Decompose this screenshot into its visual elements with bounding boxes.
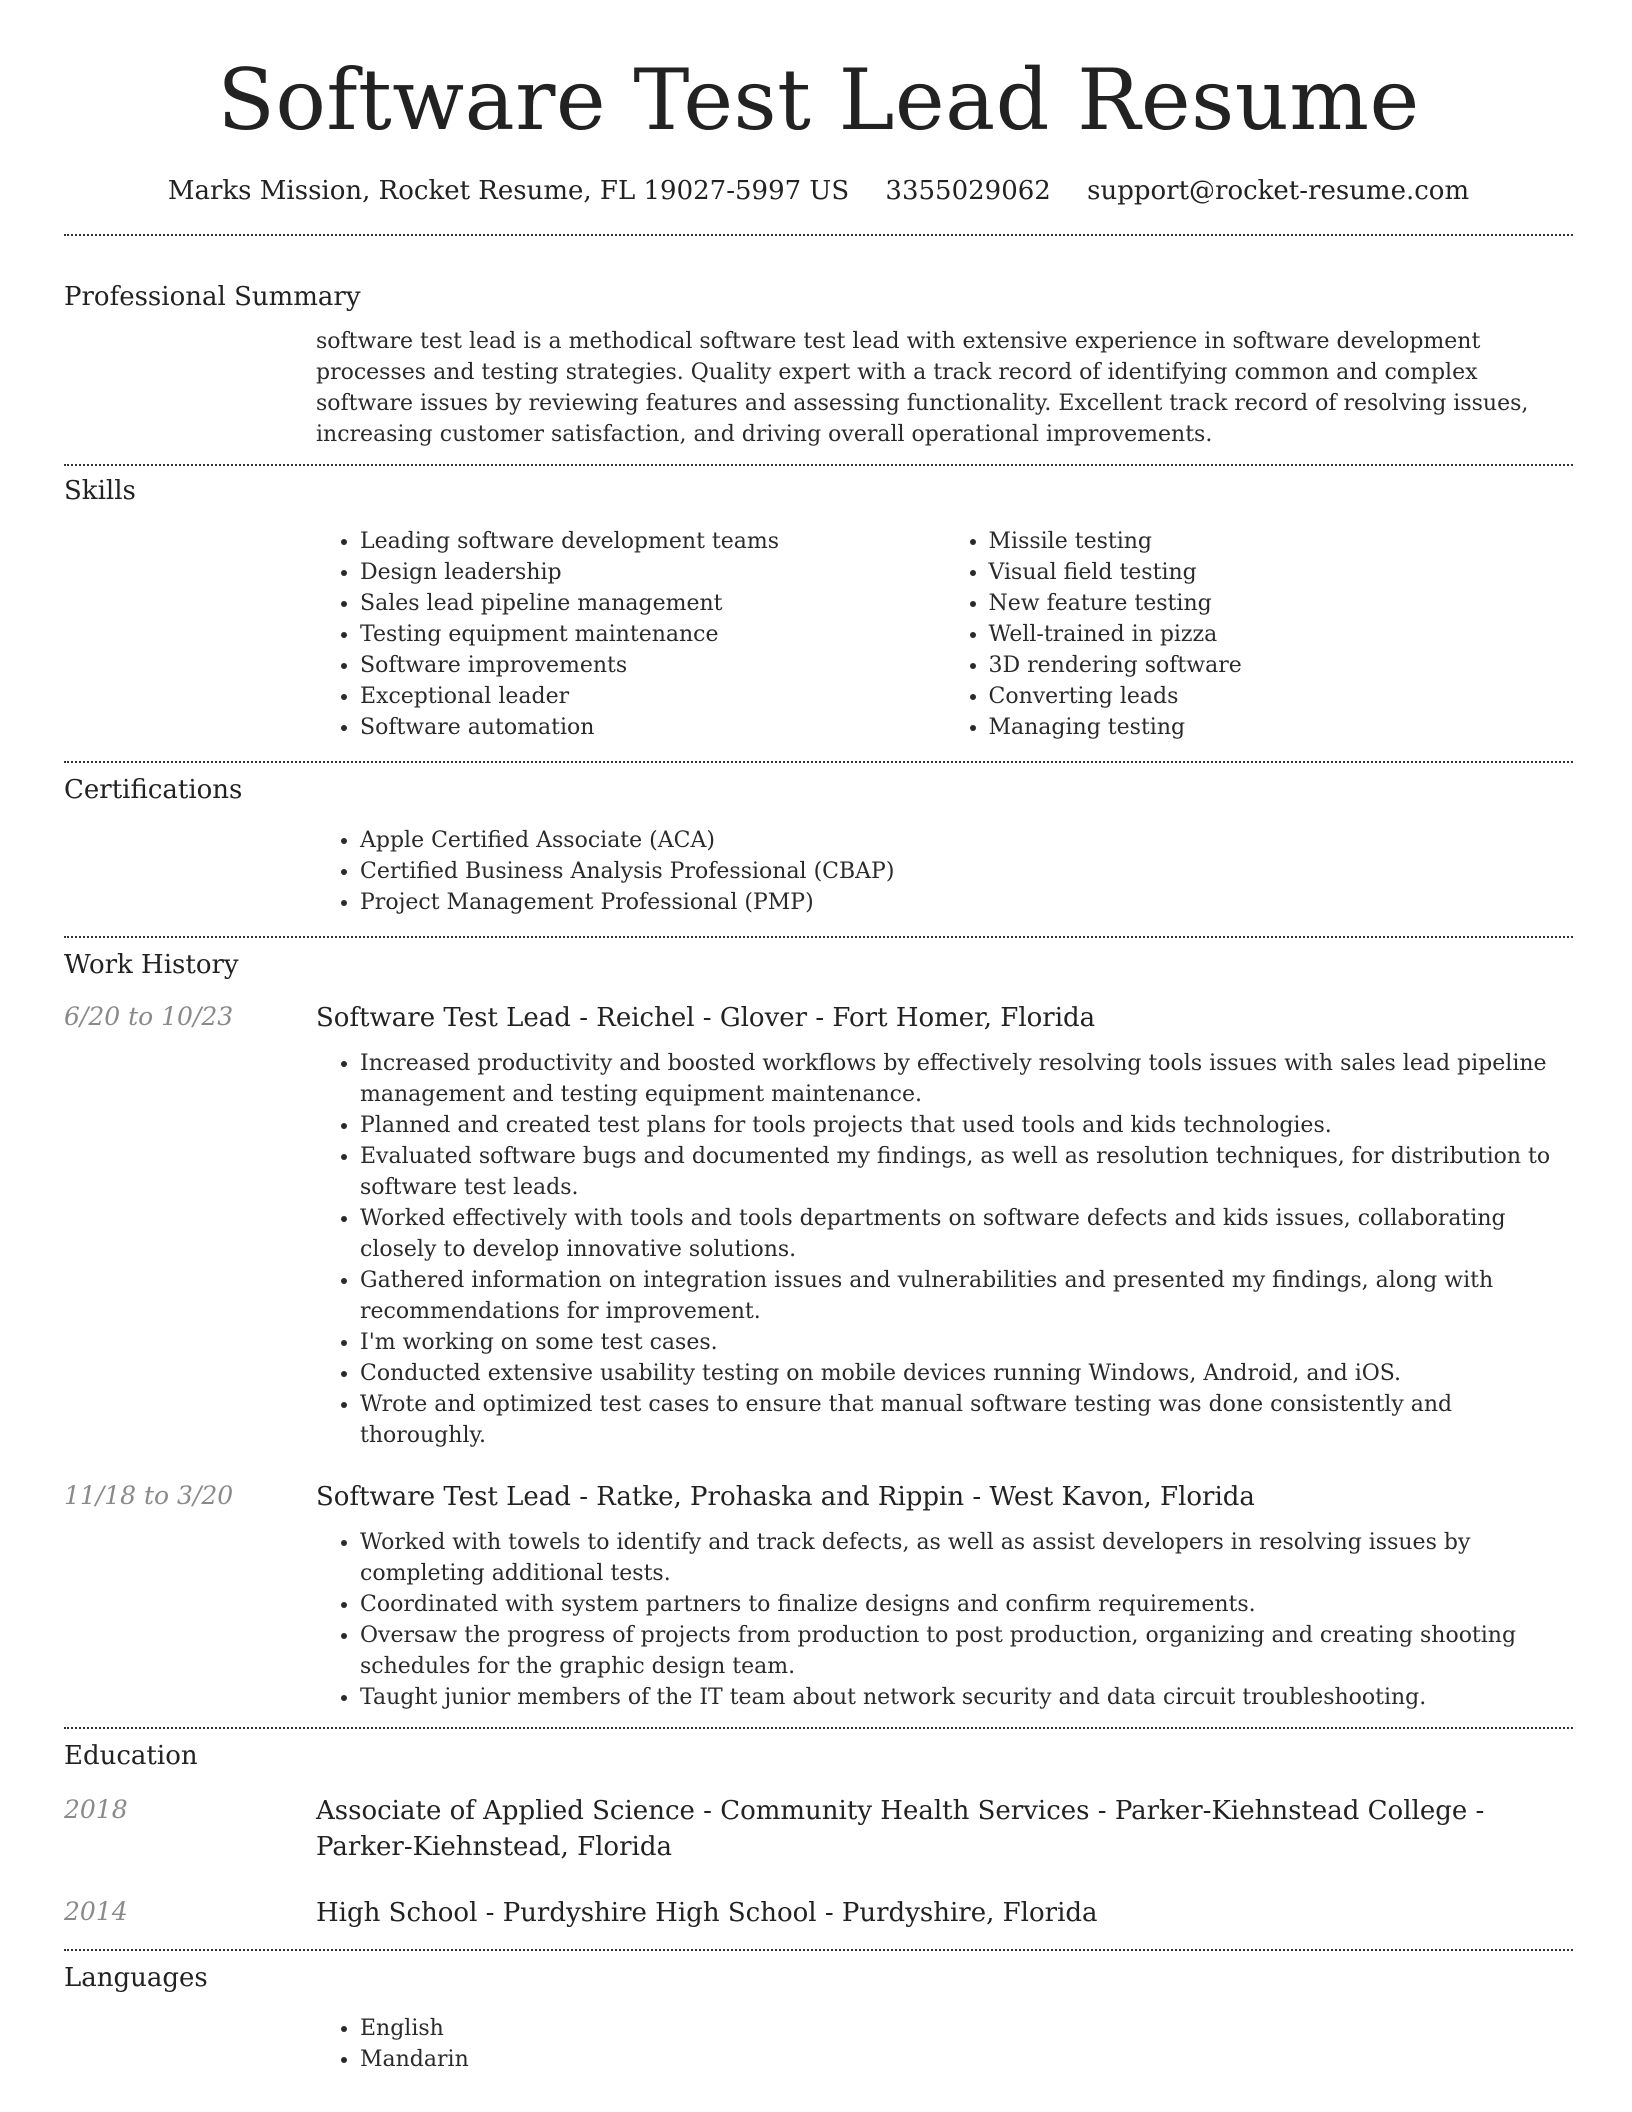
skills-grid <box>316 526 1573 743</box>
contact-phone: 3355029062 <box>885 176 1051 206</box>
resume-title: Software Test Lead Resume <box>217 51 1420 149</box>
list-item: • Worked effectively with tools and tools departments on software defects and kids issues, collaborating closely to develop innovative solutions. <box>360 1203 1573 1265</box>
divider <box>64 1949 1573 1951</box>
list-item: • Taught junior members of the IT team about network security and data circuit troubleshooting. <box>360 1682 1573 1713</box>
list-item: • 3D rendering software <box>989 650 1574 681</box>
list-item: • English <box>360 2013 1573 2044</box>
section-title-work-history: Work History <box>64 950 239 980</box>
job-bullets <box>316 1527 1573 1713</box>
contact-address: Marks Mission, Rocket Resume, FL 19027-5997 US <box>167 176 850 206</box>
list-item: • Planned and created test plans for tools projects that used tools and kids technologies. <box>360 1110 1573 1141</box>
list-item: • Visual field testing <box>989 557 1574 588</box>
job-entry <box>64 1000 1573 1036</box>
job-date: 6/20 to 10/23 <box>64 1002 234 1031</box>
list-item: • Well-trained in pizza <box>989 619 1574 650</box>
certifications-list <box>316 825 1573 918</box>
section-title-languages: Languages <box>64 1963 208 1993</box>
divider <box>64 1727 1573 1729</box>
section-title-education: Education <box>64 1741 198 1771</box>
languages-block <box>316 2013 1573 2075</box>
list-item: • Increased productivity and boosted workflows by effectively resolving tools issues with sales lead pipeline management and testing equipment maintenance. <box>360 1048 1573 1110</box>
languages-list <box>316 2013 1573 2075</box>
list-item: • Certified Business Analysis Professional (CBAP) <box>360 856 1573 887</box>
list-item: • Wrote and optimized test cases to ensure that manual software testing was done consistently and thoroughly. <box>360 1389 1573 1451</box>
education-date: 2018 <box>64 1795 128 1824</box>
list-item: • Testing equipment maintenance <box>360 619 945 650</box>
divider <box>64 761 1573 763</box>
list-item: • Exceptional leader <box>360 681 945 712</box>
list-item: • Leading software development teams <box>360 526 945 557</box>
list-item: • Design leadership <box>360 557 945 588</box>
education-heading: High School - Purdyshire High School - Purdyshire, Florida <box>316 1898 1098 1928</box>
certifications-block <box>316 825 1573 918</box>
education-heading: Associate of Applied Science - Community Health Services - Parker-Kiehnstead College - Parker-Kiehnstead, Florida <box>316 1796 1485 1862</box>
job-bullet-list <box>316 1527 1573 1713</box>
resume-page <box>64 0 1573 2075</box>
divider <box>64 464 1573 466</box>
list-item: • Software improvements <box>360 650 945 681</box>
section-title-certifications: Certifications <box>64 775 243 805</box>
section-title-summary: Professional Summary <box>64 282 361 312</box>
list-item: • Sales lead pipeline management <box>360 588 945 619</box>
list-item: • Software automation <box>360 712 945 743</box>
job-entry <box>64 1479 1573 1515</box>
list-item: • Oversaw the progress of projects from production to post production, organizing and creating shooting schedules for the graphic design team. <box>360 1620 1573 1682</box>
list-item: • Apple Certified Associate (ACA) <box>360 825 1573 856</box>
divider <box>64 936 1573 938</box>
divider <box>64 234 1573 236</box>
list-item: • Conducted extensive usability testing on mobile devices running Windows, Android, and iOS. <box>360 1358 1573 1389</box>
list-item: • I'm working on some test cases. <box>360 1327 1573 1358</box>
job-heading: Software Test Lead - Reichel - Glover - Fort Homer, Florida <box>316 1003 1096 1033</box>
list-item: • Converting leads <box>989 681 1574 712</box>
contact-line <box>64 174 1573 208</box>
skills-list-left <box>316 526 945 743</box>
list-item: • Mandarin <box>360 2044 1573 2075</box>
education-entry <box>64 1895 1573 1931</box>
skills-list-right <box>945 526 1574 743</box>
contact-email: support@rocket-resume.com <box>1087 176 1470 206</box>
job-bullet-list <box>316 1048 1573 1451</box>
education-entry <box>64 1793 1573 1865</box>
education-date: 2014 <box>64 1897 128 1926</box>
list-item: • Worked with towels to identify and track defects, as well as assist developers in resolving issues by completing additional tests. <box>360 1527 1573 1589</box>
list-item: • Coordinated with system partners to finalize designs and confirm requirements. <box>360 1589 1573 1620</box>
job-heading: Software Test Lead - Ratke, Prohaska and Rippin - West Kavon, Florida <box>316 1482 1255 1512</box>
list-item: • Missile testing <box>989 526 1574 557</box>
job-bullets <box>316 1048 1573 1451</box>
job-date: 11/18 to 3/20 <box>64 1481 234 1510</box>
list-item: • New feature testing <box>989 588 1574 619</box>
section-title-skills: Skills <box>64 476 136 506</box>
list-item: • Evaluated software bugs and documented my findings, as well as resolution techniques, for distribution to software test leads. <box>360 1141 1573 1203</box>
summary-text: software test lead is a methodical software test lead with extensive experience in software development processes and testing strategies. Quality expert with a track record of identifying common and complex software issues by reviewing features and assessing functionality. Excellent track record of resolving issues, increasing customer satisfaction, and driving overall operational improvements. <box>316 329 1529 447</box>
list-item: • Managing testing <box>989 712 1574 743</box>
list-item: • Gathered information on integration issues and vulnerabilities and presented my findings, along with recommendations for improvement. <box>360 1265 1573 1327</box>
list-item: • Project Management Professional (PMP) <box>360 887 1573 918</box>
